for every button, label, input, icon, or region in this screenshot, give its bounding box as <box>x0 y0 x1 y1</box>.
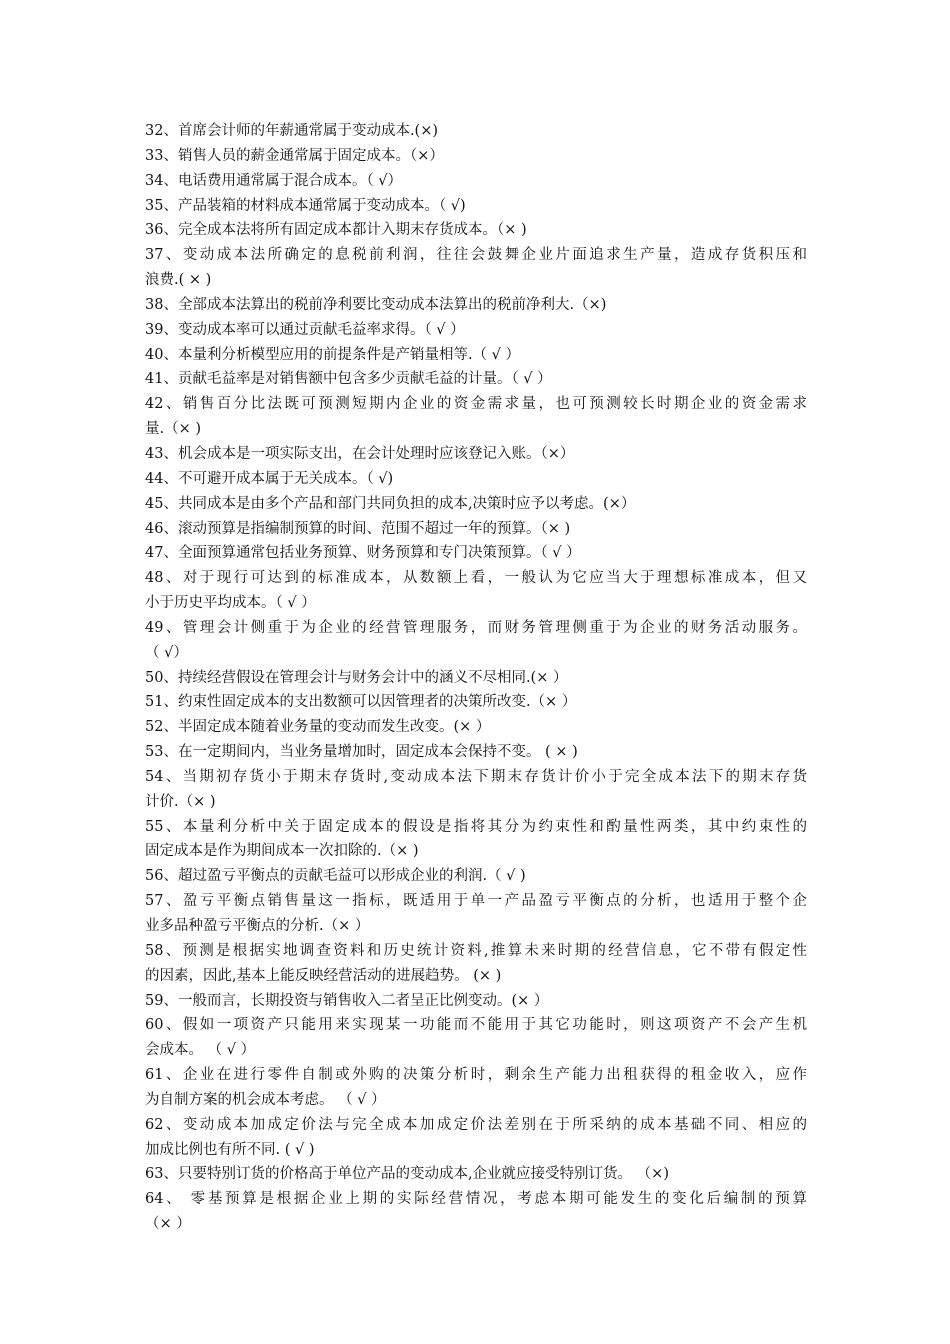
text-line: 60、假如一项资产只能用来实现某一功能而不能用于其它功能时，则这项资产不会产生机 <box>145 1017 807 1034</box>
text-line: 53、在一定期间内，当业务量增加时，固定成本会保持不变。 ( × ) <box>145 744 578 761</box>
text-line: （ √） <box>145 644 188 661</box>
text-line: 48、对于现行可达到的标准成本，从数额上看，一般认为它应当大于理想标准成本，但又 <box>145 570 807 587</box>
text-line: 的因素，因此,基本上能反映经营活动的进展趋势。 (× ) <box>145 967 502 984</box>
text-line: 36、完全成本法将所有固定成本都计入期末存货成本。（× ) <box>145 222 527 239</box>
text-line: 量.（× ) <box>145 421 202 438</box>
text-line: 加成比例也有所不同. ( √ ) <box>145 1141 315 1158</box>
text-line: 56、超过盈亏平衡点的贡献毛益可以形成企业的利润.（ √ ) <box>145 868 526 885</box>
text-line: 32、首席会计师的年薪通常属于变动成本.(×) <box>145 123 439 139</box>
text-line: 38、全部成本法算出的税前净利要比变动成本法算出的税前净利大.（×) <box>145 296 607 313</box>
text-line: 43、机会成本是一项实际支出，在会计处理时应该登记入账。（×） <box>145 445 575 462</box>
text-line: 42、销售百分比法既可预测短期内企业的资金需求量，也可预测较长时期企业的资金需求 <box>145 396 807 413</box>
text-line: 57、盈亏平衡点销售量这一指标，既适用于单一产品盈亏平衡点的分析，也适用于整个企 <box>145 893 807 910</box>
text-line: （× ） <box>145 1216 191 1233</box>
text-line: 33、销售人员的薪金通常属于固定成本。（×） <box>145 147 444 164</box>
text-line: 固定成本是作为期间成本一次扣除的.（× ) <box>145 843 419 860</box>
document-body <box>145 119 807 1237</box>
text-line: 63、只要特别订货的价格高于单位产品的变动成本,企业就应接受特别订货。 （×) <box>145 1166 669 1183</box>
text-line: 58、预测是根据实地调查资料和历史统计资料,推算未来时期的经营信息，它不带有假定性 <box>145 942 807 959</box>
text-line: 61、企业在进行零件自制或外购的决策分析时，剩余生产能力出租获得的租金收入，应作 <box>145 1067 807 1084</box>
text-line: 52、半固定成本随着业务量的变动而发生改变。(× ） <box>145 719 491 736</box>
text-line: 50、持续经营假设在管理会计与财务会计中的涵义不尽相同.(× ） <box>145 669 568 686</box>
text-line: 40、本量利分析模型应用的前提条件是产销量相等.（ √ ） <box>145 346 521 363</box>
text-line: 44、不可避开成本属于无关成本。（ √) <box>145 470 394 487</box>
text-line: 59、一般而言，长期投资与销售收入二者呈正比例变动。(× ） <box>145 992 549 1009</box>
text-line: 54、当期初存货小于期末存货时,变动成本法下期末存货计价小于完全成本法下的期末存货 <box>145 768 807 785</box>
text-line: 37、变动成本法所确定的息税前利润，往往会鼓舞企业片面追求生产量，造成存货积压和 <box>145 247 807 264</box>
text-line: 41、贡献毛益率是对销售额中包含多少贡献毛益的计量。（ √ ） <box>145 371 552 388</box>
text-line: 计价.（× ) <box>145 793 216 810</box>
text-line: 62、变动成本加成定价法与完全成本加成定价法差别在于所采纳的成本基础不同、相应的 <box>145 1116 807 1133</box>
text-line: 35、产品装箱的材料成本通常属于变动成本。（ √) <box>145 197 466 214</box>
text-line: 46、滚动预算是指编制预算的时间、范围不超过一年的预算。（× ) <box>145 520 571 537</box>
text-line: 会成本。 （ √ ） <box>145 1042 256 1059</box>
text-line: 51、约束性固定成本的支出数额可以因管理者的决策所改变.（× ） <box>145 694 577 711</box>
text-line: 为自制方案的机会成本考虑。 （ √ ） <box>145 1091 386 1108</box>
text-line: 34、电话费用通常属于混合成本。（ √） <box>145 172 403 189</box>
text-line: 小于历史平均成本。（ √ ） <box>145 595 316 612</box>
text-line: 49、管理会计侧重于为企业的经营管理服务，而财务管理侧重于为企业的财务活动服务。 <box>145 619 807 636</box>
text-line: 55、本量利分析中关于固定成本的假设是指将其分为约束性和酌量性两类，其中约束性的 <box>145 818 807 835</box>
text-line: 45、共同成本是由多个产品和部门共同负担的成本,决策时应予以考虑。(×） <box>145 495 636 512</box>
text-line: 47、全面预算通常包括业务预算、财务预算和专门决策预算。（ √ ） <box>145 545 581 562</box>
text-line: 浪费.( × ) <box>145 272 212 289</box>
text-line: 64、 零基预算是根据企业上期的实际经营情况，考虑本期可能发生的变化后编制的预算 <box>145 1191 807 1208</box>
text-line: 39、变动成本率可以通过贡献毛益率求得。（ √ ） <box>145 321 465 338</box>
text-line: 业多品种盈亏平衡点的分析.（× ） <box>145 918 370 934</box>
